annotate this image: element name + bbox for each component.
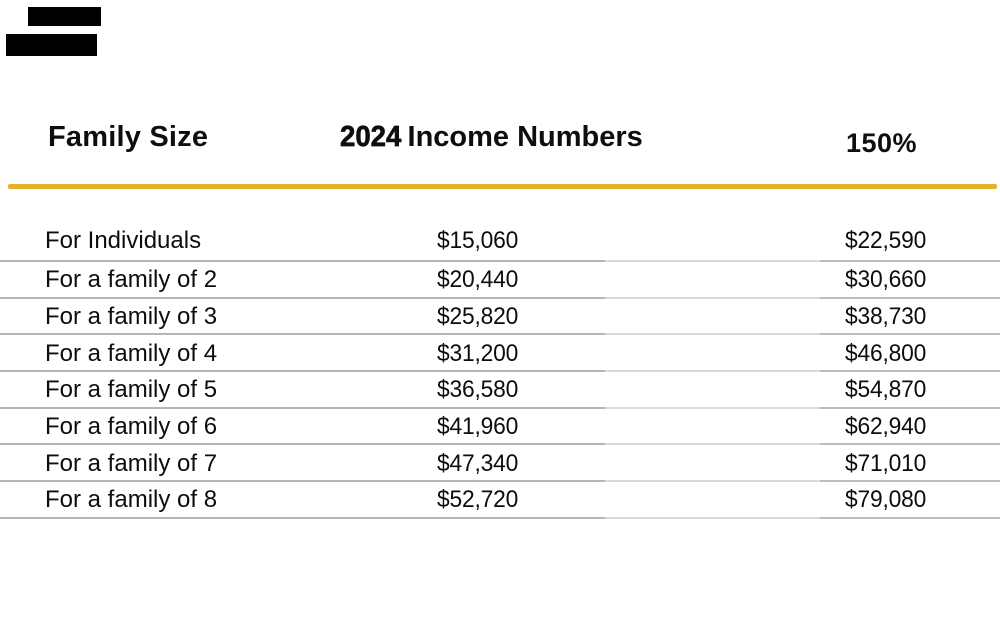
percent-150-value: $54,870 (845, 376, 927, 404)
header-income-numbers (340, 121, 643, 154)
table-row (0, 409, 1000, 446)
row-label: For a family of 7 (45, 449, 218, 477)
income-value: $31,200 (437, 339, 519, 367)
row-label: For a family of 3 (45, 303, 218, 331)
redacted-logo-bar-bottom (6, 34, 97, 56)
table-row (0, 262, 1000, 299)
percent-150-value: $71,010 (845, 449, 927, 477)
percent-150-value: $30,660 (845, 266, 927, 294)
header-percent-150: 150% (846, 128, 918, 158)
table-row (0, 445, 1000, 482)
income-value: $41,960 (437, 413, 519, 441)
income-value: $15,060 (437, 227, 519, 254)
income-value: $20,440 (437, 266, 519, 294)
table-body (0, 189, 1000, 519)
header-year: 2024 (340, 121, 402, 153)
row-label: For a family of 4 (45, 339, 218, 367)
row-label: For a family of 2 (45, 266, 218, 294)
table-row (0, 372, 1000, 409)
percent-150-value: $22,590 (845, 227, 927, 254)
row-label: For a family of 5 (45, 376, 218, 404)
redacted-logo-bar-top (28, 7, 101, 26)
table-row (0, 335, 1000, 372)
row-label: For a family of 8 (45, 486, 218, 514)
header-income-label: Income Numbers (407, 121, 643, 153)
row-label: For a family of 6 (45, 413, 218, 441)
table-row (0, 299, 1000, 336)
header-family-size: Family Size (48, 121, 209, 153)
percent-150-value: $79,080 (845, 486, 927, 514)
row-divider (0, 517, 1000, 519)
income-value: $52,720 (437, 486, 519, 514)
table-row (0, 189, 1000, 262)
percent-150-value: $62,940 (845, 413, 927, 441)
income-value: $36,580 (437, 376, 519, 404)
percent-150-value: $38,730 (845, 303, 927, 331)
percent-150-value: $46,800 (845, 339, 927, 367)
income-value: $25,820 (437, 303, 519, 331)
income-value: $47,340 (437, 449, 519, 477)
table-row (0, 482, 1000, 519)
row-label: For Individuals (45, 227, 202, 254)
